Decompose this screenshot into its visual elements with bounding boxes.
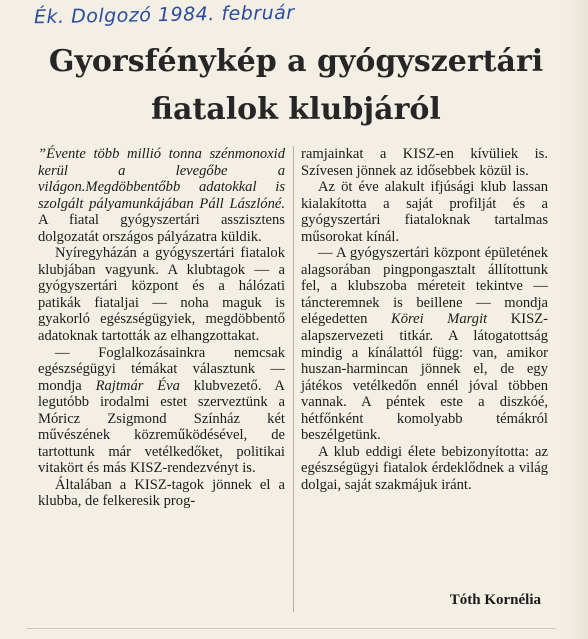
lead-paragraph [38, 146, 285, 245]
person-name-korei: Körei Margit [390, 311, 488, 328]
headline-line-1: Gyorsfénykép a gyógyszertári [48, 44, 544, 79]
paragraph-club-visit: Nyíregyházán a gyógyszertári fiatalok klubjában vagyunk. A klubtagok — a gyógyszertári központ és a hálózati patikák fiataljai — noha maguk is gyakorló egészségügyiek, megdöbbentő adatoknak tartották az elhangzottakat. [38, 245, 285, 345]
paragraph-conclusion: A klub eddigi élete bebizonyította: az egészségügyi fiatalok érdeklődnek a világ dolgai, saját szakmájuk iránt. [301, 443, 548, 493]
paragraph-activities [38, 345, 285, 477]
paragraph-activities-text: — Foglalkozásainkra nemcsak egészségügyi témákat választunk — mondja [38, 344, 285, 394]
paragraph-continuation: ramjainkat a KISZ-en kívüliek is. Szívesen jönnek az idősebbek közül is. [301, 146, 548, 179]
lead-rest: A fiatal gyógyszertári asszisztens dolgozatát országos pályázatra küldik. [38, 212, 285, 245]
paragraph-club-profile: Az öt éve alakult ifjúsági klub lassan kialakította a saját profilját és a gyógyszertári fiataloknak tartalmas műsorokat kínál. [301, 179, 548, 245]
paragraph-pingpong-text: — A gyógyszertári központ épületének alagsorában pingpongasztalt állítottunk fel, a klubszoba méreteit tekintve — táncteremnek is beillene — mondja elégedetten [301, 245, 548, 328]
column-divider [293, 146, 294, 612]
right-column [301, 146, 548, 493]
paragraph-members: Általában a KISZ-tagok jönnek el a klubba, de felkeresik prog- [38, 476, 285, 510]
person-name-rajtmar: Rajtmár Éva [95, 377, 180, 394]
handwritten-source-note: Ék. Dolgozó 1984. február [33, 1, 295, 29]
paragraph-activities-text-2: klubvezető. A legutóbb irodalmi estet szerveztünk a Móricz Zsigmond Színház két művészének közreműködésével, de tartottunk már vetélkedőket, politikai vitakört és más KISZ-rendezvényt is. [38, 377, 285, 477]
author-byline: Tóth Kornélia [449, 592, 541, 608]
paragraph-pingpong-text-2: KISZ-alapszervezeti titkár. A látogatottság mindig a kínálattól függ: van, amikor huszan-harmincan jönnek el, de egy játékos vetélkedőn ennél jóval többen vannak. A péntek este a diszkóé, hétfőnként komolyabb témákról beszélgetünk. [301, 311, 548, 444]
clipping-bottom-edge [26, 628, 556, 629]
headline-line-2: fiatalok klubjáról [151, 92, 441, 127]
article-headline [20, 38, 572, 134]
left-column [38, 146, 285, 510]
paragraph-pingpong [301, 245, 548, 444]
lead-italic: ”Évente több millió tonna szénmonoxid kerül a levegőbe a világon.Megdöbbentőbb adatokkal is szolgált pályamunkájában Páll Lászlóné. [38, 146, 285, 212]
